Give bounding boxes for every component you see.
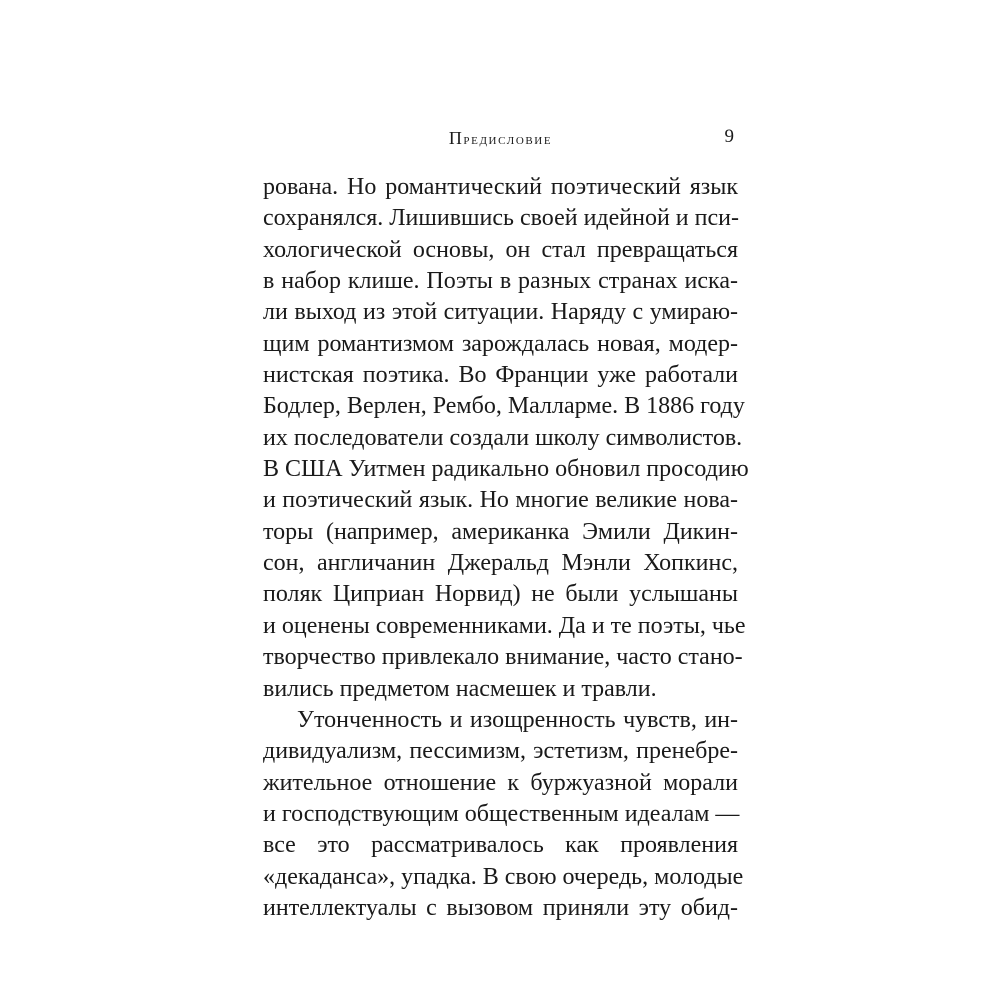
text-line: жительное отношение к буржуазной морали	[263, 769, 738, 796]
paragraph	[263, 172, 749, 705]
running-title: Предисловие	[448, 128, 553, 148]
text-line: В США Уитмен радикально обновил просодию	[263, 456, 749, 483]
text-line: рована. Но романтический поэтический язык	[263, 174, 738, 200]
body-text	[263, 172, 749, 924]
text-line: все это рассматривалось как проявления	[263, 832, 738, 859]
text-line: дивидуализм, пессимизм, эстетизм, пренебре-	[263, 738, 738, 765]
text-line: их последователи создали школу символистов.	[263, 424, 743, 451]
text-line: и оценены современниками. Да и те поэты, чье	[263, 612, 746, 639]
text-line: «декаданса», упадка. В свою очередь, молодые	[263, 863, 744, 890]
text-line: хологической основы, он стал превращаться	[263, 236, 738, 263]
text-line: в набор клише. Поэты в разных странах иска-	[263, 268, 738, 295]
text-line: вились предметом насмешек и травли.	[263, 675, 657, 702]
text-line: Утонченность и изощренность чувств, ин-	[297, 706, 738, 733]
text-line: поляк Циприан Норвид) не были услышаны	[263, 581, 738, 608]
page-header	[263, 126, 738, 154]
text-line: творчество привлекало внимание, часто стано-	[263, 644, 743, 671]
text-line: и поэтический язык. Но многие великие нова-	[263, 487, 738, 514]
text-line: нистская поэтика. Во Франции уже работали	[263, 362, 738, 389]
text-line: сохранялся. Лишившись своей идейной и пси-	[263, 205, 739, 232]
text-line: щим романтизмом зарождалась новая, модер-	[263, 330, 738, 357]
text-line: ли выход из этой ситуации. Наряду с умираю-	[263, 299, 738, 326]
text-line: интеллектуалы с вызовом приняли эту обид-	[263, 894, 738, 921]
text-line: и господствующим общественным идеалам —	[263, 800, 740, 827]
text-line: сон, англичанин Джеральд Мэнли Хопкинс,	[263, 550, 738, 577]
page-number: 9	[724, 126, 734, 147]
paragraph	[263, 705, 744, 924]
text-line: торы (например, американка Эмили Дикин-	[263, 518, 738, 545]
text-line: Бодлер, Верлен, Рембо, Малларме. В 1886 году	[263, 393, 745, 420]
